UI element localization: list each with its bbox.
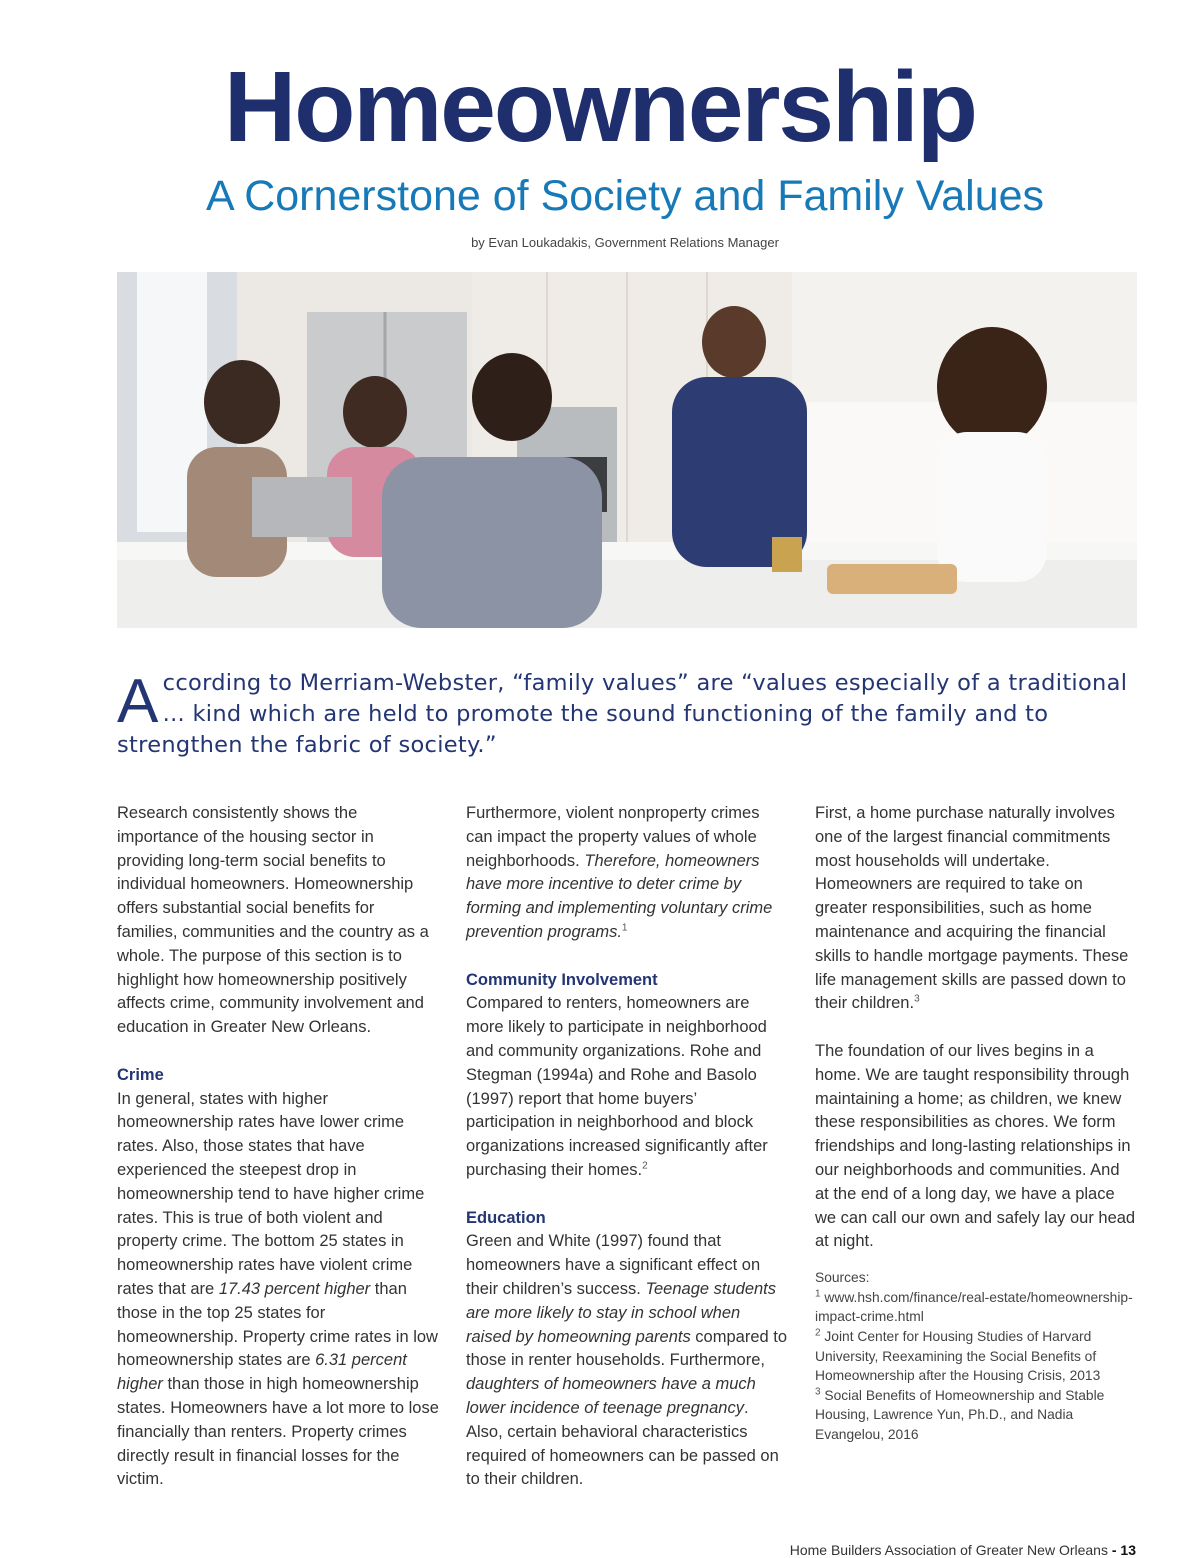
- education-paragraph: Green and White (1997) found that homeowners have a significant effect on their children’s success. Teenage students are more likely to stay in school when raised by homeowning parents compared to those in renter households. Furthermore, daughters of homeowners have a much lower incidence of teenage pregnancy. Also, certain behavioral characteristics required of homeowners can be passed on to their children.: [466, 1232, 788, 1489]
- source-item: $^1$ www.hsh.com/finance/real-estate/homeownership-impact-crime.html: [815, 1288, 1133, 1325]
- footnote-ref: 1: [621, 922, 628, 934]
- education-heading: Education: [466, 1208, 546, 1227]
- sources-list: [815, 1268, 1137, 1444]
- page-footer: Home Builders Association of Greater New Orleans - 13: [789, 1542, 1136, 1558]
- crime-continued-paragraph: Furthermore, violent nonproperty crimes can impact the property values of whole neighborhoods. Therefore, homeowners have more incentive to deter crime by forming and implementing voluntary crime prevention programs.$^1$: [466, 804, 773, 941]
- community-paragraph: Compared to renters, homeowners are more likely to participate in neighborhood and community organizations. Rohe and Stegman (1994a) and Rohe and Basolo (1997) report that home buyers’ participation in neighborhood and block organizations increased significantly after purchasing their homes.$^2$: [466, 994, 768, 1179]
- crime-paragraph: In general, states with higher homeownership rates have lower crime rates. Also, those states that have experienced the steepest drop in homeownership tend to have higher crime rates. This is true of both violent and property crime. The bottom 25 states in homeownership rates have violent crime rates that are 17.43 percent higher than those in the top 25 states for homeownership. Property crime rates in low homeownership states are 6.31 percent higher than those in high homeownership states. Homeowners have a lot more to lose financially than renters. Property crimes directly result in financial losses for the victim.: [117, 1089, 439, 1489]
- crime-heading: Crime: [117, 1065, 164, 1084]
- lead-text: ccording to Merriam-Webster, “family values” are “values especially of a traditional ... kind which are held to promote the sound functioning of the family and to strengthen the fabric of society.”: [117, 670, 1128, 758]
- sources-label: Sources:: [815, 1270, 870, 1286]
- lead-paragraph: [117, 668, 1137, 761]
- column-3: [815, 802, 1137, 1444]
- page-subtitle: A Cornerstone of Society and Family Values: [205, 172, 1045, 220]
- source-item: $^2$ Joint Center for Housing Studies of Harvard University, Reexamining the Social Benefits of Homeownership after the Housing Crisis, 2013: [815, 1327, 1101, 1384]
- intro-paragraph: Research consistently shows the importance of the housing sector in providing long-term social benefits to individual homeowners. Homeownership offers substantial social benefits for families, communities and the country as a whole. The purpose of this section is to highlight how homeownership positively affects crime, community involvement and education in Greater New Orleans.: [117, 804, 429, 1037]
- column-1: [117, 802, 439, 1492]
- page-number: 13: [1120, 1542, 1136, 1558]
- footnote-ref: 2: [642, 1160, 648, 1172]
- column-2: [466, 802, 788, 1492]
- community-heading: Community Involvement: [466, 970, 658, 989]
- foundation-paragraph: The foundation of our lives begins in a home. We are taught responsibility through maintaining a home; as children, we knew these responsibilities as chores. We form friendships and long-lasting relationships in our neighborhoods and communities. And at the end of a long day, we have a place we can call our own and safely lay our head at night.: [815, 1041, 1136, 1251]
- footer-org: Home Builders Association of Greater New Orleans: [789, 1542, 1108, 1558]
- byline: by Evan Loukadakis, Government Relations Manager: [471, 235, 779, 250]
- family-kitchen-photo: [117, 272, 1137, 628]
- responsibility-paragraph: First, a home purchase naturally involves one of the largest financial commitments most households will undertake. Homeowners are required to take on greater responsibilities, such as home maintenance and acquiring the financial skills to handle mortgage payments. These life management skills are passed down to their children.$^3$: [815, 804, 1129, 1013]
- page-title: Homeownership: [224, 51, 976, 163]
- footnote-ref: 3: [914, 993, 920, 1005]
- drop-cap: A: [117, 667, 159, 736]
- source-item: $^3$ Social Benefits of Homeownership and Stable Housing, Lawrence Yun, Ph.D., and Nadia Evangelou, 2016: [815, 1386, 1105, 1442]
